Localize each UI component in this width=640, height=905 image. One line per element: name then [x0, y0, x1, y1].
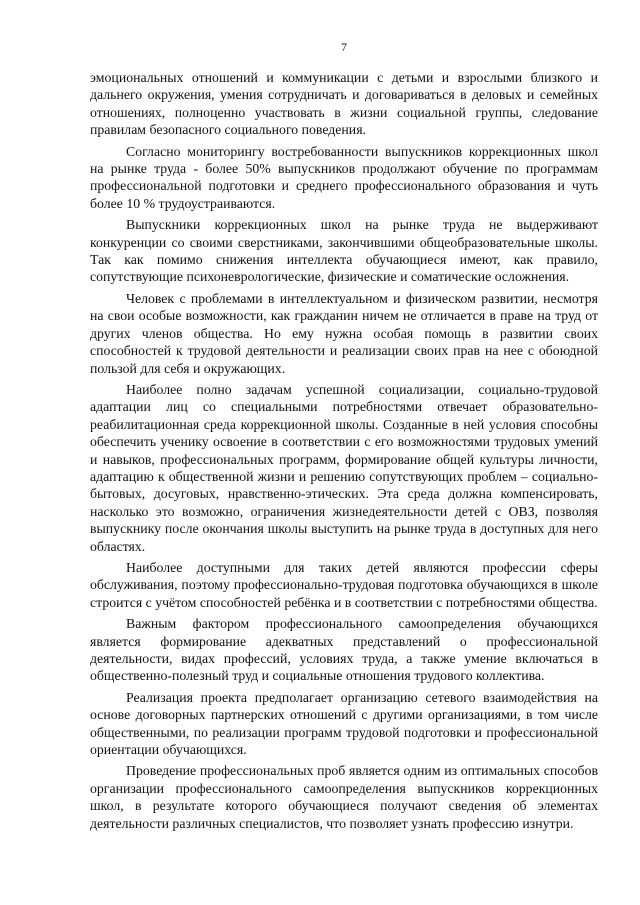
paragraph: Выпускники коррекционных школ на рынке труда не выдерживают конкуренции со своими сверстниками, закончившими общеобразовательные школы. Так как помимо снижения интеллекта обучающиеся имеют, как правило, сопутствующие психоневрологические, физические и соматические осложнения.	[90, 217, 598, 285]
paragraph: Проведение профессиональных проб является одним из оптимальных способов организации профессионального самоопределения выпускников коррекционных школ, в результате которого обучающиеся получают сведения об элементах деятельности различных специалистов, что позволяет узнать профессию изнутри.	[90, 763, 598, 831]
page-number: 7	[341, 40, 347, 54]
paragraph: Наиболее полно задачам успешной социализации, социально-трудовой адаптации лиц со специальными потребностями отвечает образовательно-реабилитационная среда коррекционной школы. Созданные в ней условия способны обеспечить ученику освоение в соответствии с его возможностями трудовых умений и навыков, профессиональных программ, формирование общей культуры личности, адаптацию к общественной жизни и решению сопутствующих проблем – социально-бытовых, досуговых, нравственно-этических. Эта среда должна компенсировать, насколько это возможно, ограничения жизнедеятельности детей с ОВЗ, позволяя выпускнику после окончания школы выступить на рынке труда в доступных для него областях.	[90, 381, 598, 554]
paragraph: Человек с проблемами в интеллектуальном и физическом развитии, несмотря на свои особые возможности, как гражданин ничем не отличается в праве на труд от других членов общества. Но ему нужна особая помощь в развитии своих способностей к трудовой деятельности и реализации своих прав на нее с обоюдной пользой для себя и окружающих.	[90, 290, 598, 376]
paragraph: Реализация проекта предполагает организацию сетевого взаимодействия на основе договорных партнерских отношений с другими организациями, в том числе общественными, по реализации программ трудовой подготовки и профессиональной ориентации обучающихся.	[90, 689, 598, 758]
paragraph: эмоциональных отношений и коммуникации с детьми и взрослыми близкого и дальнего окружения, умения сотрудничать и договариваться в деловых и семейных отношениях, полноценно участвовать в жизни социальной группы, следование правилам безопасного социального поведения.	[90, 70, 598, 138]
document-body	[90, 69, 598, 832]
paragraph: Важным фактором профессионального самоопределения обучающихся является формирование адекватных представлений о профессиональной деятельности, видах профессий, условиях труда, а также умение включаться в общественно-полезный труд и социальные отношения трудового коллектива.	[90, 616, 598, 684]
paragraph: Наиболее доступными для таких детей являются профессии сферы обслуживания, поэтому профессионально-трудовая подготовка обучающихся в школе строится с учётом способностей ребёнка и в соответствии с потребностями общества.	[90, 559, 598, 610]
paragraph: Согласно мониторингу востребованности выпускников коррекционных школ на рынке труда - более 50% выпускников продолжают обучение по программам профессиональной подготовки и среднего профессионального образования и чуть более 10 % трудоустраиваются.	[90, 143, 598, 211]
